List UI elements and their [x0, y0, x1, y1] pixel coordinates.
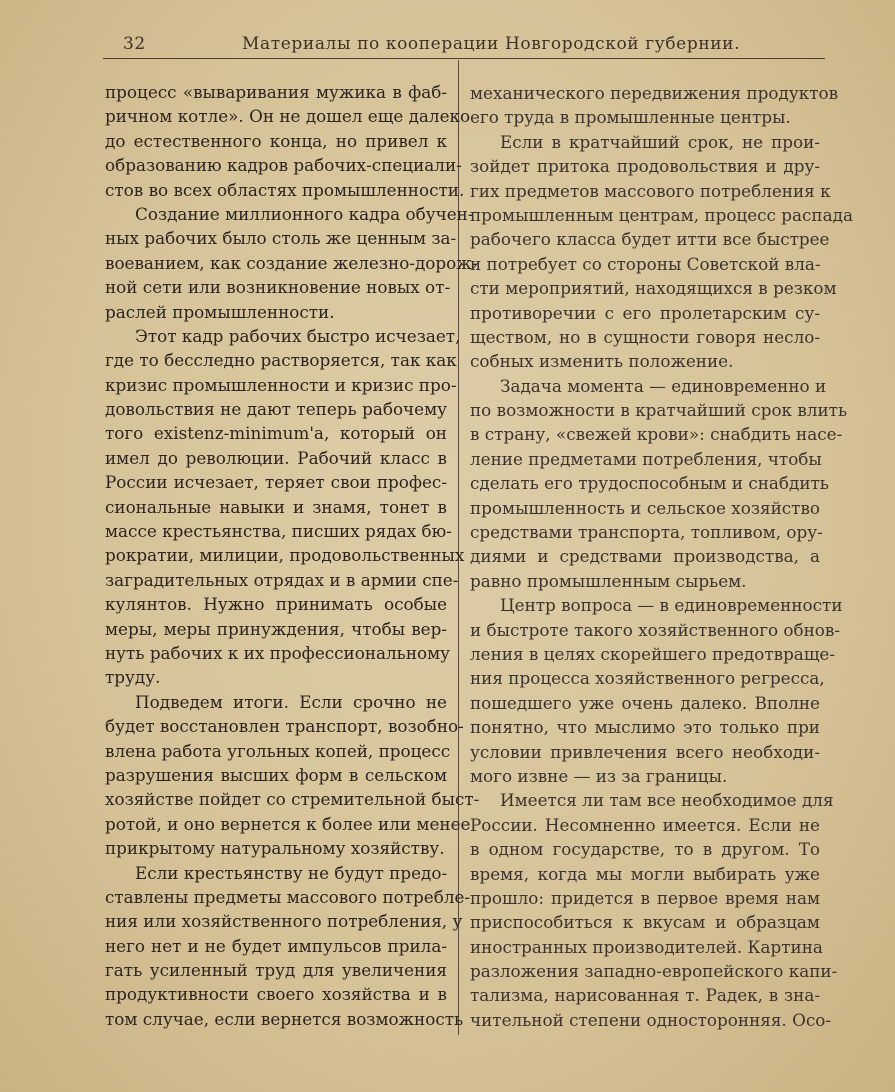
- text-line: Если крестьянству не будут предо-: [135, 862, 448, 883]
- text-line: Имеется ли там все необходимое для: [500, 790, 834, 811]
- text-line: ротой, и оно вернется к более или менее: [105, 813, 471, 834]
- text-line: него нет и не будет импульсов прила-: [105, 935, 447, 956]
- text-line: процесс «вываривания мужика в фаб-: [105, 82, 447, 102]
- page-header: [105, 28, 825, 58]
- running-title: Материалы по кооперации Новгородской губернии.: [242, 34, 741, 54]
- text-line: ричном котле». Он не дошел еще далеко: [105, 106, 471, 127]
- text-line: будет восстановлен транспорт, возобно-: [105, 716, 464, 737]
- text-line: Этот кадр рабочих быстро исчезает,: [135, 325, 461, 346]
- text-line: условии привлечения всего необходи-: [470, 741, 820, 762]
- text-line: механического передвижения продуктов: [470, 83, 839, 103]
- text-line: Подведем итоги. Если срочно не: [135, 691, 447, 712]
- text-line: того existenz-minimum'a, который он: [105, 423, 447, 444]
- text-line: гать усиленный труд для увеличения: [105, 960, 447, 981]
- text-line: приспособиться к вкусам и образцам: [470, 912, 820, 933]
- text-line: ществом, но в сущности говоря несло-: [470, 326, 820, 347]
- text-line: Создание миллионного кадра обучен-: [135, 203, 474, 224]
- text-line: тализма, нарисованная т. Радек, в зна-: [470, 985, 820, 1006]
- text-line: меры, меры принуждения, чтобы вер-: [105, 618, 447, 639]
- text-line: промышленность и сельское хозяйство: [470, 497, 820, 518]
- header-rule: [103, 58, 825, 59]
- text-line: собных изменить положение.: [470, 351, 734, 372]
- text-line: ния или хозяйственного потребления, у: [105, 911, 463, 932]
- text-line: сделать его трудоспособным и снабдить: [470, 473, 829, 494]
- text-line: рократии, милиции, продовольственных: [105, 545, 465, 566]
- text-line: имел до революции. Рабочий класс в: [105, 447, 447, 468]
- text-line: в страну, «свежей крови»: снабдить насе-: [470, 424, 843, 445]
- text-line: Задача момента — единовременно и: [500, 375, 827, 396]
- text-line: зойдет притока продовольствия и дру-: [470, 156, 820, 177]
- text-line: понятно, что мыслимо это только при: [470, 717, 820, 738]
- text-line: и быстроте такого хозяйственного обнов-: [470, 619, 841, 640]
- text-line: его труда в промышленные центры.: [470, 107, 791, 128]
- text-line: иностранных производителей. Картина: [470, 936, 823, 957]
- text-line: кризис промышленности и кризис про-: [105, 374, 457, 395]
- text-line: сиональные навыки и знамя, тонет в: [105, 496, 447, 517]
- text-line: заградительных отрядах и в армии спе-: [105, 569, 459, 590]
- text-line: пошедшего уже очень далеко. Вполне: [470, 692, 820, 713]
- text-line: диями и средствами производства, а: [470, 546, 820, 567]
- text-line: Центр вопроса — в единовременности: [500, 595, 843, 616]
- text-line: до естественного конца, но привел к: [105, 130, 447, 151]
- text-line: труду.: [105, 667, 161, 688]
- right-text-column: [470, 81, 853, 1032]
- text-line: в одном государстве, то в другом. То: [470, 839, 820, 860]
- text-line: России исчезает, теряет свои профес-: [105, 472, 447, 493]
- text-line: Если в кратчайший срок, не прои-: [500, 131, 820, 152]
- text-line: разложения западно-европейского капи-: [470, 961, 838, 982]
- text-line: воеванием, как создание железно-дорож-: [105, 252, 478, 273]
- text-line: время, когда мы могли выбирать уже: [470, 863, 820, 884]
- text-line: стов во всех областях промышленности.: [105, 179, 465, 200]
- text-line: нуть рабочих к их профессиональному: [105, 642, 451, 663]
- text-line: разрушения высших форм в сельском: [105, 764, 447, 785]
- text-line: раслей промышленности.: [105, 301, 335, 322]
- left-text-column: [105, 80, 480, 1031]
- text-line: России. Несомненно имеется. Если не: [470, 814, 820, 835]
- text-line: по возможности в кратчайший срок влить: [470, 400, 848, 421]
- text-line: том случае, если вернется возможность: [105, 1008, 464, 1029]
- text-line: массе крестьянства, писших рядах бю-: [105, 521, 452, 542]
- text-line: ной сети или возникновение новых от-: [105, 277, 451, 298]
- text-line: мого извне — из за границы.: [470, 765, 728, 786]
- text-line: ление предметами потребления, чтобы: [470, 448, 822, 469]
- text-line: равно промышленным сырьем.: [470, 570, 747, 591]
- text-line: ставлены предметы массового потребле-: [105, 886, 471, 907]
- text-line: ных рабочих было столь же ценным за-: [105, 228, 457, 249]
- text-line: образованию кадров рабочих-специали-: [105, 155, 462, 176]
- text-line: где то бесследно растворяется, так как: [105, 350, 457, 371]
- text-line: довольствия не дают теперь рабочему: [105, 399, 447, 420]
- text-line: прошло: придется в первое время нам: [470, 887, 820, 908]
- text-line: хозяйстве пойдет со стремительной быст-: [105, 789, 480, 810]
- text-line: прикрытому натуральному хозяйству.: [105, 838, 445, 859]
- text-line: продуктивности своего хозяйства и в: [105, 984, 447, 1005]
- text-line: и потребует со стороны Советской вла-: [470, 253, 821, 274]
- text-line: средствами транспорта, топливом, ору-: [470, 522, 823, 543]
- text-line: чительной степени односторонняя. Осо-: [470, 1009, 832, 1030]
- text-line: противоречии с его пролетарским су-: [470, 302, 820, 323]
- text-line: сти мероприятий, находящихся в резком: [470, 278, 837, 299]
- text-line: ления в целях скорейшего предотвраще-: [470, 643, 836, 664]
- text-line: гих предметов массового потребления к: [470, 180, 831, 201]
- text-line: кулянтов. Нужно принимать особые: [105, 594, 447, 615]
- page-number: 32: [123, 34, 146, 54]
- text-line: промышленным центрам, процесс распада: [470, 204, 853, 225]
- text-line: рабочего класса будет итти все быстрее: [470, 229, 830, 250]
- text-line: влена работа угольных копей, процесс: [105, 740, 451, 761]
- text-line: ния процесса хозяйственного регресса,: [470, 668, 825, 689]
